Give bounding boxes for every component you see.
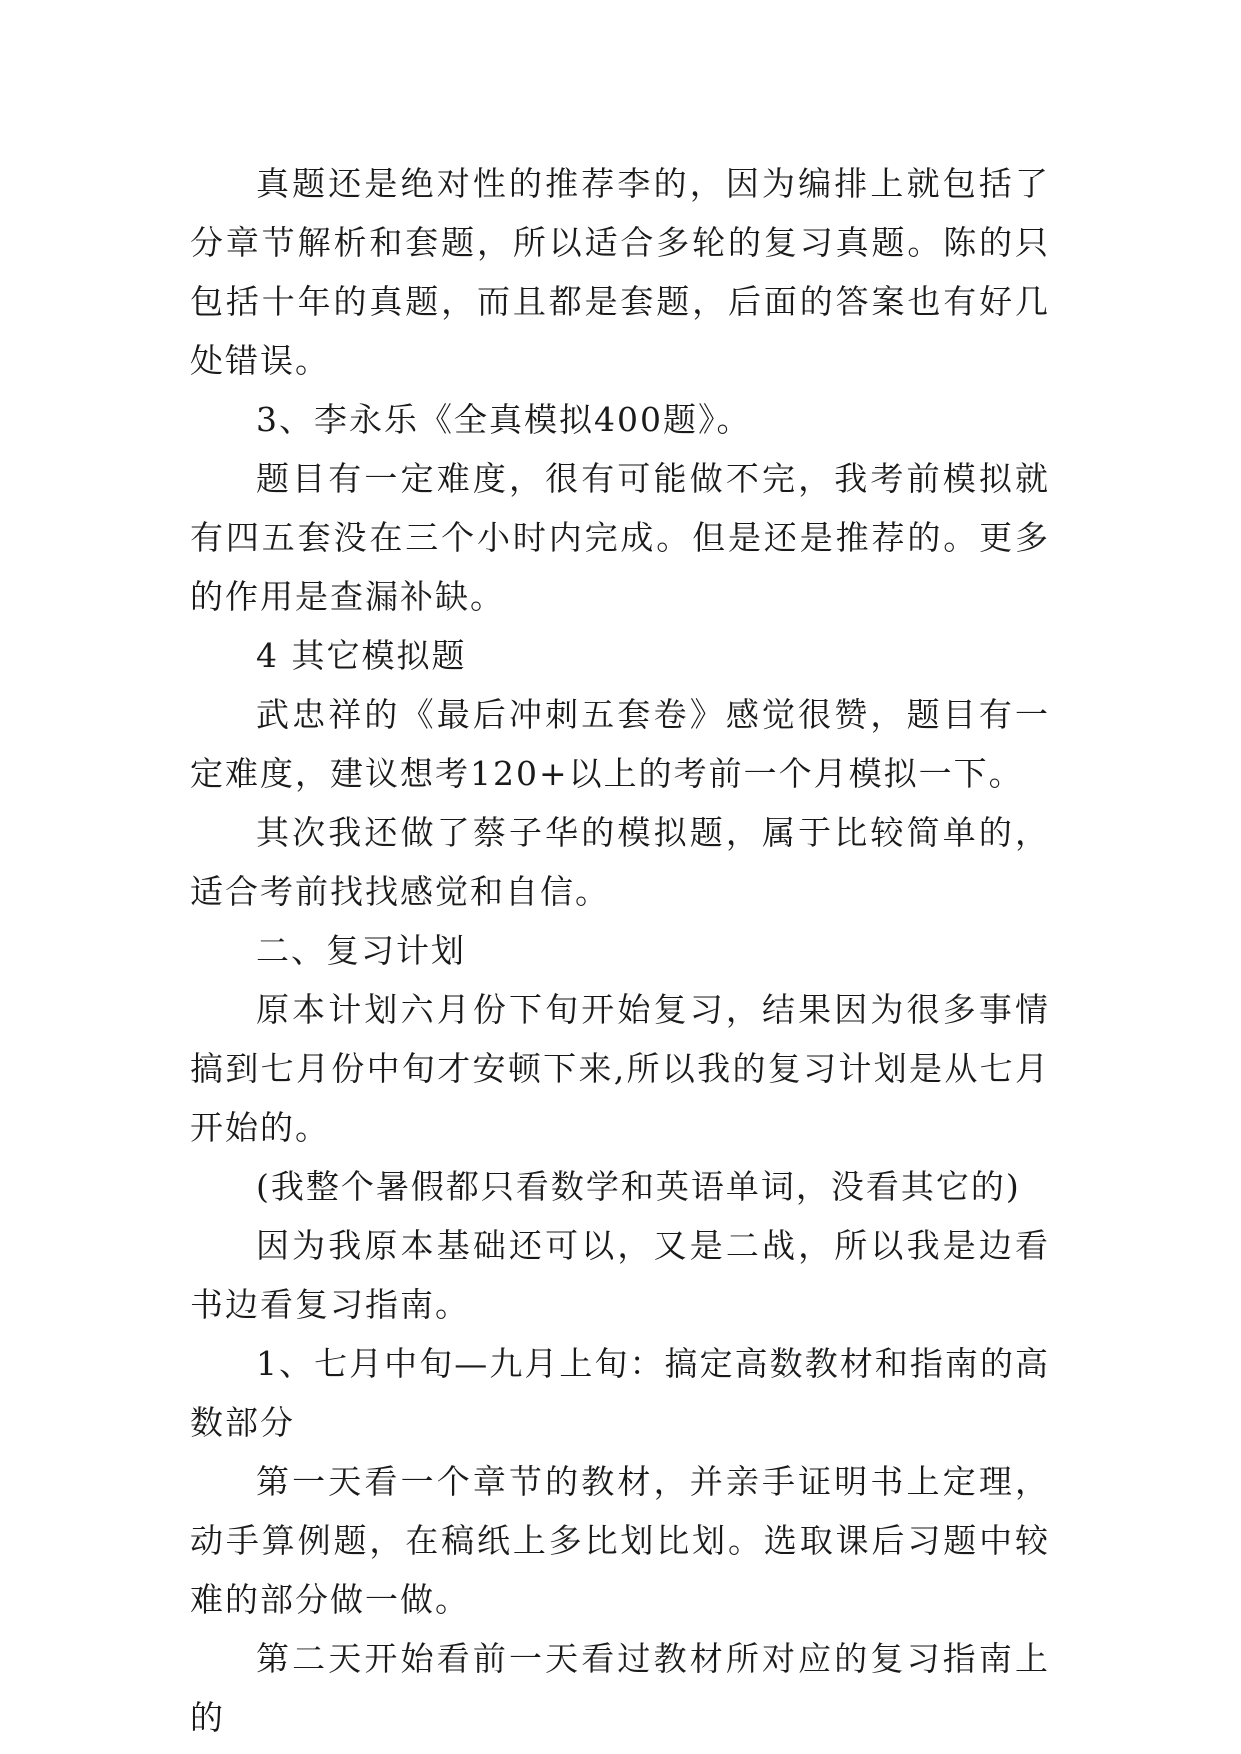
- document-body: [190, 154, 1050, 1747]
- paragraph: 真题还是绝对性的推荐李的，因为编排上就包括了分章节解析和套题，所以适合多轮的复习真题。陈的只包括十年的真题，而且都是套题，后面的答案也有好几处错误。: [190, 164, 1050, 380]
- paragraph: 武忠祥的《最后冲刺五套卷》感觉很赞，题目有一定难度，建议想考120+以上的考前一个月模拟一下。: [190, 695, 1050, 793]
- list-item-heading: 1、七月中旬—九月上旬：搞定高数教材和指南的高数部分: [190, 1344, 1050, 1442]
- paragraph: 第一天看一个章节的教材，并亲手证明书上定理，动手算例题，在稿纸上多比划比划。选取课后习题中较难的部分做一做。: [190, 1462, 1050, 1619]
- paragraph: 原本计划六月份下旬开始复习，结果因为很多事情搞到七月份中旬才安顿下来,所以我的复习计划是从七月开始的。: [190, 990, 1050, 1147]
- section-heading: 二、复习计划: [256, 931, 466, 970]
- paragraph: 因为我原本基础还可以，又是二战，所以我是边看书边看复习指南。: [190, 1226, 1050, 1324]
- list-item-heading: 4 其它模拟题: [256, 636, 467, 675]
- paragraph: 其次我还做了蔡子华的模拟题，属于比较简单的，适合考前找找感觉和自信。: [190, 813, 1050, 911]
- paragraph: (我整个暑假都只看数学和英语单词，没看其它的): [256, 1167, 1021, 1206]
- list-item-heading: 3、李永乐《全真模拟400题》。: [256, 400, 752, 439]
- paragraph: 第二天开始看前一天看过教材所对应的复习指南上的: [190, 1639, 1050, 1737]
- paragraph: 题目有一定难度，很有可能做不完，我考前模拟就有四五套没在三个小时内完成。但是还是推荐的。更多的作用是查漏补缺。: [190, 459, 1050, 616]
